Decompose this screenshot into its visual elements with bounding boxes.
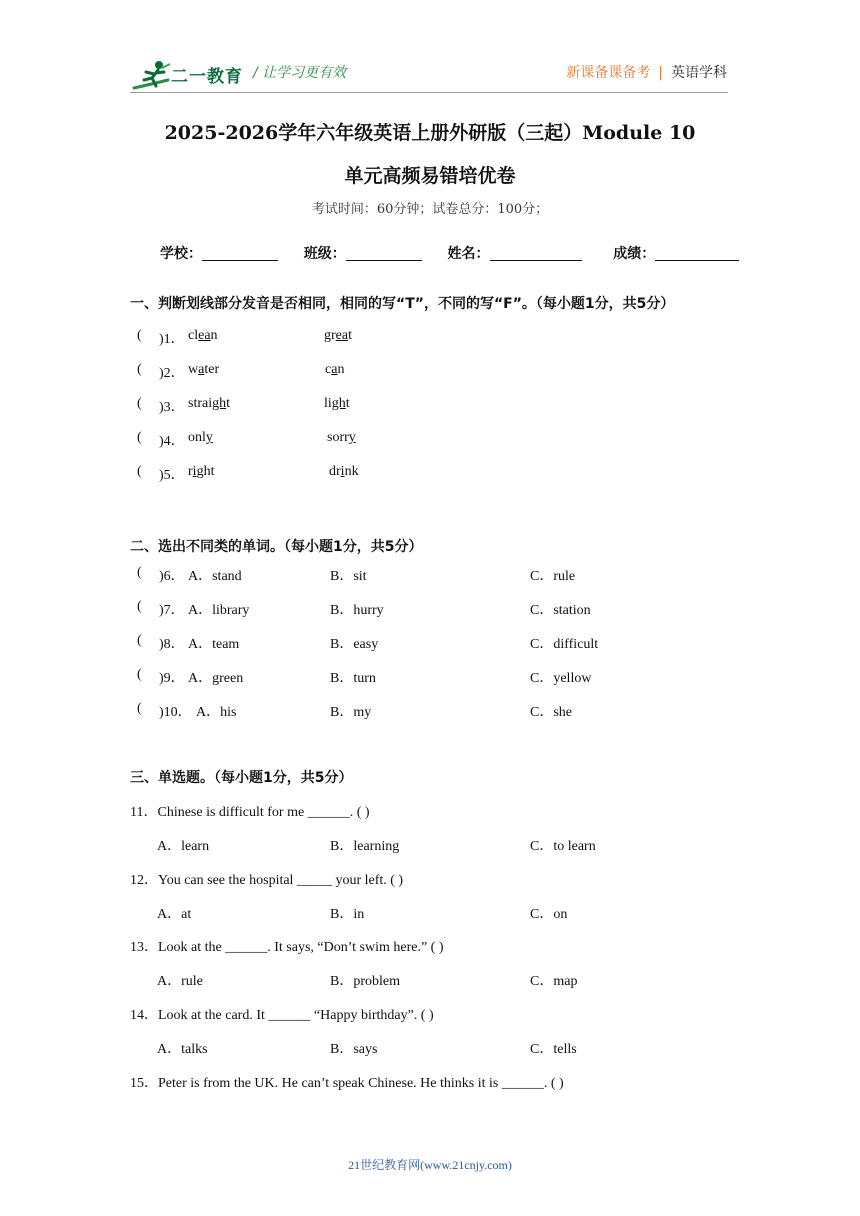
option-a: A．team [188,637,240,652]
answer-paren: ( [137,396,142,411]
option-a: A．stand [188,569,242,584]
word-2: great [324,328,352,343]
option-a: A．rule [157,974,203,989]
question-number: )5． [159,468,185,483]
word-2: sorry [327,430,356,445]
answer-paren: ( [137,430,142,445]
slogan: / 让学习更有效 [253,65,347,81]
class-label: 班级： [303,246,346,262]
answer-paren: ( [137,328,142,343]
option-c: C．map [530,974,578,989]
option-b: B．easy [330,637,379,652]
header-right-label: 新课备课备考 [566,65,651,81]
page-title-line1: 2025-2026学年六年级英语上册外研版（三起）Module 10 [164,122,696,144]
option-b: B．problem [330,974,400,989]
word-2: light [324,396,350,411]
option-a: A．green [188,671,244,686]
answer-paren: ( [137,633,142,648]
header-separator: | [658,65,663,81]
option-c: C．yellow [530,671,592,686]
section2-heading: 二、选出不同类的单词。（每小题1分，共5分） [130,539,423,555]
word-2: drink [329,464,359,479]
question-stem: 14．Look at the card. It ______ “Happy birthday”. ( ) [130,1008,434,1023]
option-c: C．station [530,603,591,618]
option-b: B．hurry [330,603,384,618]
class-blank [346,246,422,261]
header-subject: 英语学科 [671,65,727,81]
student-info-fields [160,243,739,263]
school-blank [202,246,278,261]
score-label: 成绩： [613,246,656,262]
exam-info: 考试时间：60分钟；试卷总分：100分； [311,202,549,217]
option-c: C．rule [530,569,576,584]
word-1: straight [188,396,230,411]
option-c: C．difficult [530,637,599,652]
section1-heading: 一、判断划线部分发音是否相同，相同的写“T”，不同的写“F”。（每小题1分，共5分） [130,296,675,312]
option-b: B．learning [330,839,400,854]
question-stem: 12．You can see the hospital _____ your left. ( ) [130,873,404,888]
option-c: C．tells [530,1042,577,1057]
question-number: )3． [159,400,185,415]
answer-paren: ( [137,701,142,716]
question-number: )10． [159,705,192,720]
option-c: C．she [530,705,572,720]
question-number: )8． [159,637,185,652]
word-2: can [325,362,345,377]
option-b: B．says [330,1042,378,1057]
option-b: B．in [330,907,365,922]
question-stem: 13．Look at the ______. It says, “Don’t swim here.” ( ) [130,940,444,955]
word-1: water [188,362,220,377]
logo-text: 二一教育 [171,67,243,87]
option-b: B．turn [330,671,376,686]
section3-heading: 三、单选题。（每小题1分，共5分） [130,770,353,786]
answer-paren: ( [137,464,142,479]
question-stem: 11．Chinese is difficult for me ______. ( ) [130,805,370,820]
name-label: 姓名： [447,246,490,262]
option-c: C．on [530,907,568,922]
option-a: A．his [196,705,237,720]
question-number: )2． [159,366,185,381]
option-b: B．sit [330,569,367,584]
question-number: )7． [159,603,185,618]
answer-paren: ( [137,667,142,682]
answer-paren: ( [137,362,142,377]
page-title-line2: 单元高频易错培优卷 [344,165,516,187]
name-blank [490,246,582,261]
option-c: C．to learn [530,839,596,854]
option-b: B．my [330,705,372,720]
question-number: )1． [159,332,185,347]
question-number: )4． [159,434,185,449]
question-stem: 15．Peter is from the UK. He can’t speak Chinese. He thinks it is ______. ( ) [130,1076,564,1091]
word-1: right [188,464,215,479]
score-blank [655,246,739,261]
answer-paren: ( [137,565,142,580]
option-a: A．learn [157,839,210,854]
footer-source: 21世纪教育网(www.21cnjy.com) [348,1158,512,1172]
word-1: clean [188,328,218,343]
school-label: 学校： [160,246,202,262]
question-number: )9． [159,671,185,686]
answer-paren: ( [137,599,142,614]
option-a: A．talks [157,1042,208,1057]
option-a: A．library [188,603,250,618]
header-divider [130,92,728,93]
question-number: )6． [159,569,185,584]
option-a: A．at [157,907,192,922]
header-right [566,62,727,82]
word-1: only [188,430,213,445]
